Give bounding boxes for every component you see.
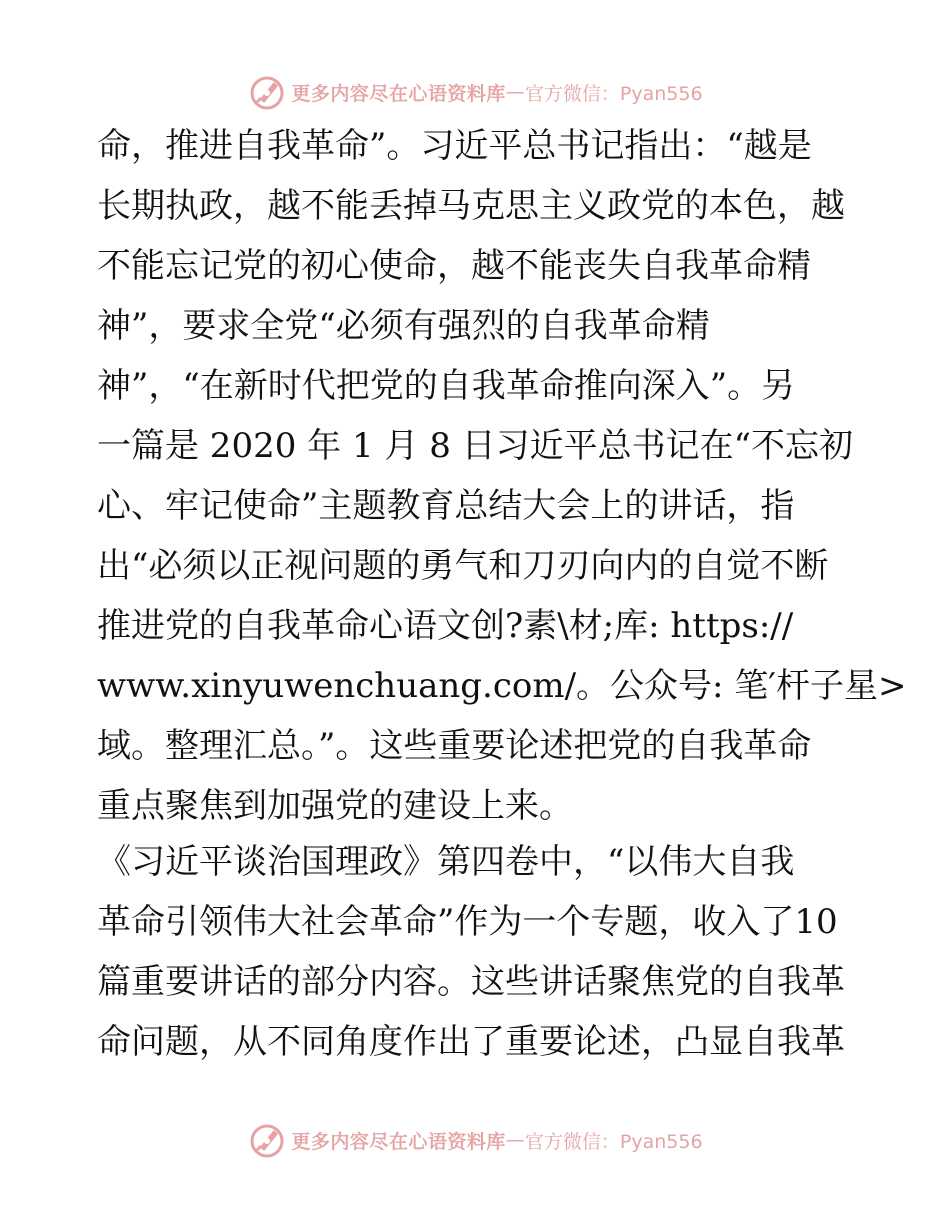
text-line: 一篇是 2020 年 1 月 8 日习近平总书记在“不忘初 xyxy=(97,426,854,466)
pen-nib-logo-icon xyxy=(247,72,287,112)
text-line: 心、牢记使命”主题教育总结大会上的讲话，指 xyxy=(97,486,795,526)
paragraph-1 xyxy=(97,116,907,836)
text-line: www.xinyuwenchuang.com/。公众号: 笔′杆子星> xyxy=(97,666,907,706)
watermark-header xyxy=(0,70,950,114)
text-line: 出“必须以正视问题的勇气和刀刃向内的自觉不断 xyxy=(97,546,829,586)
watermark-text: 更多内容尽在心语资料库 xyxy=(291,82,506,105)
text-line: 神”，“在新时代把党的自我革命推向深入”。另 xyxy=(97,366,796,406)
paragraph-2 xyxy=(97,832,867,1072)
watermark-separator: — xyxy=(505,81,525,103)
text-line: 推进党的自我革命心语文创?素\材;库: https:// xyxy=(97,606,794,646)
watermark-separator: — xyxy=(505,1129,525,1151)
text-line: 命问题，从不同角度作出了重要论述，凸显自我革 xyxy=(97,1022,845,1062)
text-line: 革命引领伟大社会革命”作为一个专题，收入了10 xyxy=(97,902,838,942)
text-line: 重点聚焦到加强党的建设上来。 xyxy=(97,786,573,826)
watermark-wechat: 官方微信：Pyan556 xyxy=(524,1130,703,1153)
text-line: 篇重要讲话的部分内容。这些讲话聚焦党的自我革 xyxy=(97,962,845,1002)
text-line: 《习近平谈治国理政》第四卷中，“以伟大自我 xyxy=(97,842,795,882)
watermark-wechat: 官方微信：Pyan556 xyxy=(524,82,703,105)
text-line: 长期执政，越不能丢掉马克思主义政党的本色，越 xyxy=(97,186,845,226)
text-line: 神”，要求全党“必须有强烈的自我革命精 xyxy=(97,306,710,346)
watermark-text: 更多内容尽在心语资料库 xyxy=(291,1130,506,1153)
text-line: 域。整理汇总。”。这些重要论述把党的自我革命 xyxy=(97,726,812,766)
text-line: 命，推进自我革命”。习近平总书记指出：“越是 xyxy=(97,126,812,166)
text-line: 不能忘记党的初心使命，越不能丧失自我革命精 xyxy=(97,246,811,286)
pen-nib-logo-icon xyxy=(247,1120,287,1160)
watermark-footer xyxy=(0,1118,950,1162)
